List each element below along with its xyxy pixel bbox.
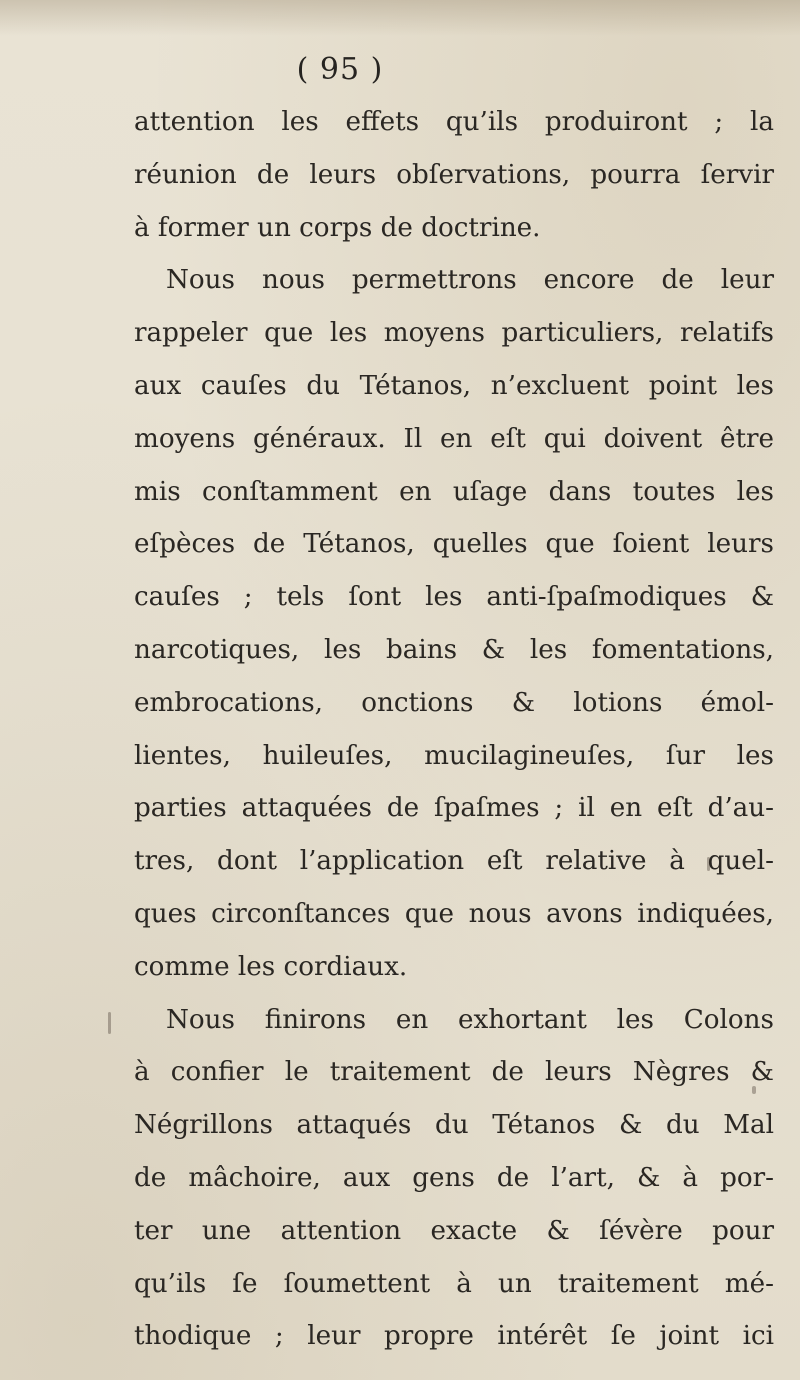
text-line: narcotiques, les bains & les fomentations,: [134, 634, 774, 665]
text-line: qu’ils ſe ſoumettent à un traitement mé-: [134, 1268, 774, 1299]
text-line: ter une attention exacte & ſévère pour: [134, 1215, 774, 1246]
text-line: rappeler que les moyens particuliers, relatifs: [134, 318, 774, 349]
text-line: cauſes ; tels ſont les anti-ſpaſmodiques &: [134, 582, 774, 613]
text-line: Nous finirons en exhortant les Colons: [166, 1004, 774, 1035]
text-line: mis conſtamment en uſage dans toutes les: [134, 476, 774, 507]
text-line: à former un corps de doctrine.: [134, 212, 541, 243]
text-line: moyens généraux. Il en eſt qui doivent être: [134, 423, 774, 454]
ink-speck: [752, 1086, 756, 1094]
text-line: lientes, huileuſes, mucilagineuſes, ſur les: [134, 740, 774, 771]
text-line: thodique ; leur propre intérêt ſe joint ici: [134, 1321, 774, 1352]
text-line: comme les cordiaux.: [134, 951, 408, 982]
text-line: réunion de leurs obſervations, pourra ſervir: [134, 159, 774, 190]
text-line: embrocations, onctions & lotions émol-: [134, 687, 774, 718]
text-line: tres, dont l’application eſt relative à quel-: [134, 846, 774, 877]
text-line: parties attaquées de ſpaſmes ; il en eſt d’au-: [134, 793, 774, 824]
text-line: Nous nous permettrons encore de leur: [166, 265, 774, 296]
ink-speck: [108, 1012, 111, 1034]
text-line: de mâchoire, aux gens de l’art, & à por-: [134, 1162, 774, 1193]
text-line: ques circonſtances que nous avons indiquées,: [134, 898, 774, 929]
text-line: Négrillons attaqués du Tétanos & du Mal: [134, 1110, 774, 1141]
page-number: ( 95 ): [296, 52, 384, 87]
body-text: [134, 96, 774, 1363]
text-line: aux cauſes du Tétanos, n’excluent point les: [134, 370, 774, 401]
text-line: à confier le traitement de leurs Nègres &: [134, 1057, 774, 1088]
text-line: eſpèces de Tétanos, quelles que ſoient leurs: [134, 529, 774, 560]
text-line: attention les effets qu’ils produiront ; la: [134, 107, 774, 137]
page-top-shadow: [0, 0, 800, 36]
ink-speck: [707, 857, 710, 871]
